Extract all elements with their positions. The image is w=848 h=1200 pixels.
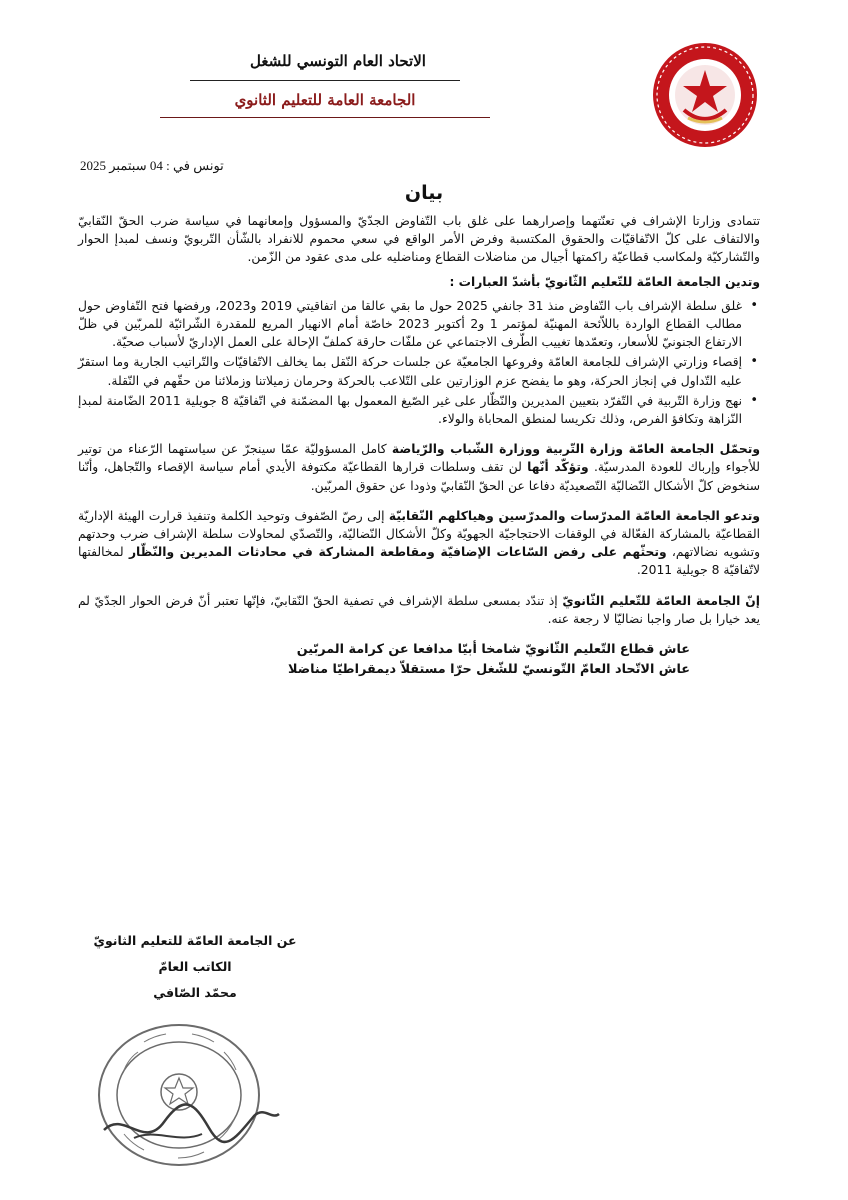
circular-stamp-icon xyxy=(84,1010,284,1190)
org-sub-title: الجامعة العامة للتعليم الثانوي xyxy=(234,91,416,109)
list-item: • غلق سلطة الإشراف باب التّفاوض منذ 31 جانفي 2025 حول ما بقي عالقا من اتفاقيتي 2019 و2023، ورفضها فتح التّفاوض حول مطالب القطاع الواردة باللاّئحة المهنيّة لمؤتمر 1 و2 أكتوبر 2023 خاصّة أمام الانهيار المريع للمقدرة الشّرائيّة للمربّين في ظلّ الارتفاع الجنونيّ للأسعار، وتعمّدها تغييب الطّرف الاجتماعي عن ملفّات حارقة كملفّ الإحالة على العمل الإداريّ لأسباب صحيّة. xyxy=(78,297,742,352)
signature-name: محمّد الصّافي xyxy=(153,985,237,1000)
closing-line: عاش الاتّحاد العامّ التّونسيّ للشّغل حرّا مستقلاّ ديمقراطيّا مناضلا xyxy=(288,662,690,678)
org-main-title: الاتحاد العام التونسي للشغل xyxy=(250,52,426,70)
list-item: • نهج وزارة التّربية في التّفرّد بتعيين المديرين والنّظّار على غير الصّيغ المعمول بها المضمّنة في اتّفاقيّة 8 جويلية 2011 الضّامنة لمبدإ النّزاهة وتكافؤ الفرص، وذلك تكريسا لمنطق المحاباة والولاء. xyxy=(78,392,742,428)
header-divider xyxy=(190,80,460,81)
intro-paragraph: تتمادى وزارتا الإشراف في تعنّتهما وإصرارهما على غلق باب التّفاوض الجدّيّ والمسؤول وإمعانهما في سياسة ضرب الحقّ النّقابيّ والالتفاف على كلّ الاتّفاقيّات والحقوق المكتسبة وفرض الأمر الواقع في سعي محموم للانفراد بالشّأن التّربويّ ونسف لمبدإ الحوار والتّشاركيّة ولمكاسب قطاعيّة راكمتها أجيال من مناضلات القطاع ومناضليه على مدى عقود من الزّمن. xyxy=(78,214,760,265)
signature-role: الكاتب العامّ xyxy=(158,959,232,974)
closing-slogans xyxy=(78,640,690,680)
call-paragraph xyxy=(78,507,760,580)
final-bold-start: إنّ الجامعة العامّة للتّعليم الثّانويّ xyxy=(562,593,761,608)
header-divider-sub xyxy=(160,117,490,118)
final-paragraph xyxy=(78,592,760,628)
document-title: بيان xyxy=(404,182,444,204)
call-text-end: لمخالفتها لاتّفاقيّة 8 جويلية 2011. xyxy=(78,545,760,578)
responsibility-bold-mid: وتؤكّد أنّها xyxy=(527,460,589,475)
signature-block xyxy=(80,928,310,1006)
list-item: • إقصاء وزارتي الإشراف للجامعة العامّة وفروعها الجامعيّة عن جلسات حركة النّقل بما يخالف الاتّفاقيّات والتّراتيب الجارية وما استقرّ عليه التّداول في إنجاز الحركة، وهو ما يفضح عزم الوزارتين على التّلاعب بالحركة وحرمان زميلاتنا وزملائنا من حقّهم في النّقلة. xyxy=(78,353,742,389)
call-bold-end: وتحثّهم على رفض السّاعات الإضافيّة ومقاطعة المشاركة في محادثات المديرين والنّظّار xyxy=(128,545,667,560)
call-bold-start: وتدعو الجامعة العامّة المدرّسات والمدرّسين وهياكلهم النّقابيّة xyxy=(388,508,760,523)
responsibility-paragraph xyxy=(78,440,760,495)
condemn-list xyxy=(78,297,760,428)
document-body xyxy=(78,212,760,680)
final-text: إذ تندّد بمسعى سلطة الإشراف في تصفية الحقّ النّقابيّ، فإنّها تعتبر أنّ فرض الحوار الجدّيّ لم يعد خيارا بل صار واجبا نضاليّا لا رجعة عنه. xyxy=(78,593,760,626)
closing-line: عاش قطاع التّعليم الثّانويّ شامخا أبيّا مدافعا عن كرامة المربّين xyxy=(296,642,690,658)
responsibility-text-end: لن تقف وسلطات قرارها القطاعيّة مكتوفة الأيدي أمام سياسة الإقصاء والتّجاهل، وأنّنا سنخوض كلّ الأشكال النّضاليّة التّصعيديّة دفاعا عن الحقّ النّقابيّ وذودا عن حقوق المربّين. xyxy=(78,460,760,493)
signature-org: عن الجامعة العامّة للتعليم الثانويّ xyxy=(93,933,297,948)
union-star-logo-icon xyxy=(650,40,760,150)
document-date: تونس في : 04 سبتمبر 2025 xyxy=(80,158,224,173)
responsibility-bold-start: وتحمّل الجامعة العامّة وزارة التّربية ووزارة الشّباب والرّياضة xyxy=(391,442,760,457)
condemn-lead: وتدين الجامعة العامّة للتّعليم الثّانويّ بأشدّ العبارات : xyxy=(449,274,760,289)
responsibility-text-mid: كامل المسؤوليّة عمّا سينجرّ عن سياستهما الرّعناء من توتير للأجواء وإرباك للعودة المدرسيّة. xyxy=(78,442,760,475)
call-text-mid: إلى رصّ الصّفوف وتوحيد الكلمة وتنفيذ قرارت الهيئة الإداريّة القطاعيّة بالمشاركة الفعّالة في الوقفات الاحتجاجيّة الجهويّة وكلّ الأشكال النّضاليّة، والتّصدّي لمحاولات سلطة الإشراف ضرب وحدتهم وتشويه نضالاتهم، xyxy=(78,508,761,560)
